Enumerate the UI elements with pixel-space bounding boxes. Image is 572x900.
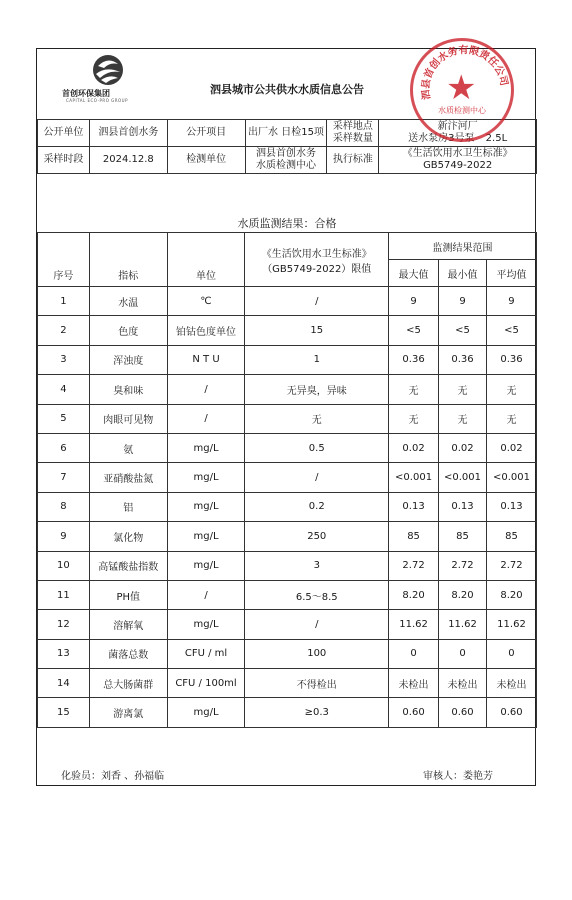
site-name: 新汴河厂 (437, 121, 478, 132)
count-label: 采样数量 (332, 133, 373, 144)
row-min: 85 (439, 522, 487, 551)
tester-line: 化验员：刘香 、孙福临 (61, 771, 165, 782)
table-row (38, 698, 537, 727)
row-min: 0.13 (439, 492, 487, 521)
row-indicator: 水温 (89, 287, 167, 316)
row-min: 无 (439, 404, 487, 433)
row-unit: / (167, 580, 245, 609)
row-indicator: 溶解氧 (89, 610, 167, 639)
row-unit: mg/L (167, 522, 245, 551)
row-unit: mg/L (167, 492, 245, 521)
row-avg: 0.13 (486, 492, 536, 521)
table-row (38, 639, 537, 668)
row-avg: 0 (486, 639, 536, 668)
row-indicator: 肉眼可见物 (89, 404, 167, 433)
header-unit-text: 单位 (196, 271, 216, 282)
table-row (38, 375, 537, 404)
sample-volume: 2.5L (485, 133, 508, 144)
logo-subtitle: CAPITAL ECO-PRO GROUP (66, 98, 128, 103)
lab-line1: 泗县首创水务 (255, 148, 316, 159)
seal-sub: 水质检测中心 (438, 106, 486, 115)
row-unit: ℃ (167, 287, 245, 316)
row-limit: / (245, 463, 389, 492)
row-indicator: 高锰酸盐指数 (89, 551, 167, 580)
header-range: 监测结果范围 (389, 233, 537, 260)
lab-value (245, 147, 327, 174)
item-value: 出厂水 日检15项 (245, 120, 327, 147)
row-indicator: 游离氯 (89, 698, 167, 727)
row-unit: mg/L (167, 610, 245, 639)
row-unit: mg/L (167, 698, 245, 727)
seal-star-icon: ★ (446, 68, 477, 108)
row-unit: CFU / ml (167, 639, 245, 668)
row-unit: 铂钴色度单位 (167, 316, 245, 345)
row-avg: 11.62 (486, 610, 536, 639)
row-indicator: 亚硝酸盐氮 (89, 463, 167, 492)
row-no: 2 (38, 316, 90, 345)
monitor-result: 水质监测结果：合格 (237, 217, 337, 230)
row-limit: / (245, 287, 389, 316)
svg-text:泗县首创水务有限责任公司: 泗县首创水务有限责任公司 (420, 45, 510, 101)
row-avg: 无 (486, 375, 536, 404)
row-limit: 不得检出 (245, 669, 389, 698)
header-indicator-text: 指标 (118, 271, 139, 282)
row-unit: CFU / 100ml (167, 669, 245, 698)
notice-title: 泗县城市公共供水水质信息公告 (210, 83, 364, 96)
table-row (38, 610, 537, 639)
row-no: 10 (38, 551, 90, 580)
row-avg: 0.60 (486, 698, 536, 727)
table-row (38, 492, 537, 521)
std-value (379, 147, 537, 174)
row-indicator: PH值 (89, 580, 167, 609)
row-no: 8 (38, 492, 90, 521)
table-row (38, 345, 537, 374)
row-limit: 250 (245, 522, 389, 551)
row-limit: 无 (245, 404, 389, 433)
lab-line2: 水质检测中心 (255, 160, 316, 171)
row-indicator: 色度 (89, 316, 167, 345)
row-no: 5 (38, 404, 90, 433)
row-unit: / (167, 375, 245, 404)
row-avg: 0.02 (486, 433, 536, 462)
row-indicator: 总大肠菌群 (89, 669, 167, 698)
header-no-text: 序号 (53, 271, 74, 282)
row-max: <0.001 (389, 463, 439, 492)
header-max: 最大值 (389, 260, 439, 287)
row-avg: <5 (486, 316, 536, 345)
row-avg: 85 (486, 522, 536, 551)
row-min: 无 (439, 375, 487, 404)
row-limit: 0.5 (245, 433, 389, 462)
publisher-value: 泗县首创水务 (89, 120, 167, 147)
row-no: 11 (38, 580, 90, 609)
row-limit: 1 (245, 345, 389, 374)
date-value: 2024.12.8 (89, 147, 167, 174)
row-no: 4 (38, 375, 90, 404)
table-row (38, 316, 537, 345)
row-min: <5 (439, 316, 487, 345)
row-min: 未检出 (439, 669, 487, 698)
row-avg: 未检出 (486, 669, 536, 698)
table-row (38, 580, 537, 609)
row-limit: 3 (245, 551, 389, 580)
row-indicator: 臭和味 (89, 375, 167, 404)
row-max: 9 (389, 287, 439, 316)
row-max: 11.62 (389, 610, 439, 639)
table-row (38, 522, 537, 551)
row-min: 0.36 (439, 345, 487, 374)
lab-label: 检测单位 (167, 147, 245, 174)
row-no: 13 (38, 639, 90, 668)
logo-name: 首创环保集团 (62, 89, 110, 98)
row-min: <0.001 (439, 463, 487, 492)
row-limit: ≥0.3 (245, 698, 389, 727)
official-seal-icon (410, 38, 514, 142)
std-label: 执行标准 (327, 147, 379, 174)
site-count-label (327, 120, 379, 147)
row-limit: 0.2 (245, 492, 389, 521)
results-table (37, 232, 537, 728)
row-min: 8.20 (439, 580, 487, 609)
row-limit: 6.5～8.5 (245, 580, 389, 609)
row-no: 3 (38, 345, 90, 374)
row-min: 2.72 (439, 551, 487, 580)
site-label: 采样地点 (332, 121, 373, 132)
row-avg: 无 (486, 404, 536, 433)
table-row (38, 433, 537, 462)
row-no: 9 (38, 522, 90, 551)
table-row (38, 287, 537, 316)
publisher-label: 公开单位 (38, 120, 90, 147)
row-indicator: 浑浊度 (89, 345, 167, 374)
item-label: 公开项目 (167, 120, 245, 147)
row-no: 15 (38, 698, 90, 727)
row-unit: mg/L (167, 463, 245, 492)
table-row (38, 463, 537, 492)
row-indicator: 氨 (89, 433, 167, 462)
row-unit: / (167, 404, 245, 433)
row-max: 0.13 (389, 492, 439, 521)
row-min: 0.02 (439, 433, 487, 462)
table-row (38, 551, 537, 580)
row-min: 0 (439, 639, 487, 668)
header-min: 最小值 (439, 260, 487, 287)
row-limit: / (245, 610, 389, 639)
row-max: 0.36 (389, 345, 439, 374)
row-max: 0.60 (389, 698, 439, 727)
row-unit: mg/L (167, 551, 245, 580)
row-max: 未检出 (389, 669, 439, 698)
table-row (38, 669, 537, 698)
row-limit: 15 (245, 316, 389, 345)
row-min: 9 (439, 287, 487, 316)
row-limit: 无异臭，异味 (245, 375, 389, 404)
std-line1: 《生活饮用水卫生标准》 (402, 148, 513, 159)
row-avg: 0.36 (486, 345, 536, 374)
row-no: 1 (38, 287, 90, 316)
row-no: 7 (38, 463, 90, 492)
row-no: 6 (38, 433, 90, 462)
row-unit: N T U (167, 345, 245, 374)
row-max: 2.72 (389, 551, 439, 580)
std-line2: GB5749-2022 (423, 160, 493, 171)
row-max: <5 (389, 316, 439, 345)
row-max: 0.02 (389, 433, 439, 462)
header-limit-line1: 《生活饮用水卫生标准》 (261, 248, 372, 260)
row-limit: 100 (245, 639, 389, 668)
row-max: 85 (389, 522, 439, 551)
row-min: 0.60 (439, 698, 487, 727)
notice-sheet (36, 48, 536, 786)
row-max: 8.20 (389, 580, 439, 609)
row-avg: 8.20 (486, 580, 536, 609)
time-label: 采样时段 (38, 147, 90, 174)
row-unit: mg/L (167, 433, 245, 462)
table-row (38, 404, 537, 433)
header-limit (245, 233, 389, 287)
header-no (38, 233, 90, 287)
results-body (38, 287, 537, 728)
row-no: 14 (38, 669, 90, 698)
row-avg: 2.72 (486, 551, 536, 580)
row-max: 无 (389, 404, 439, 433)
reviewer-line: 审核人：娄艳芳 (423, 771, 493, 782)
row-indicator: 铝 (89, 492, 167, 521)
row-indicator: 菌落总数 (89, 639, 167, 668)
header-indicator (89, 233, 167, 287)
row-no: 12 (38, 610, 90, 639)
pump-name: 送水泵房3号泵 (408, 133, 475, 144)
row-indicator: 氯化物 (89, 522, 167, 551)
row-max: 无 (389, 375, 439, 404)
row-min: 11.62 (439, 610, 487, 639)
row-avg: <0.001 (486, 463, 536, 492)
header-limit-line2: （GB5749-2022）限值 (262, 263, 372, 275)
header-unit (167, 233, 245, 287)
row-avg: 9 (486, 287, 536, 316)
header-avg: 平均值 (486, 260, 536, 287)
row-max: 0 (389, 639, 439, 668)
